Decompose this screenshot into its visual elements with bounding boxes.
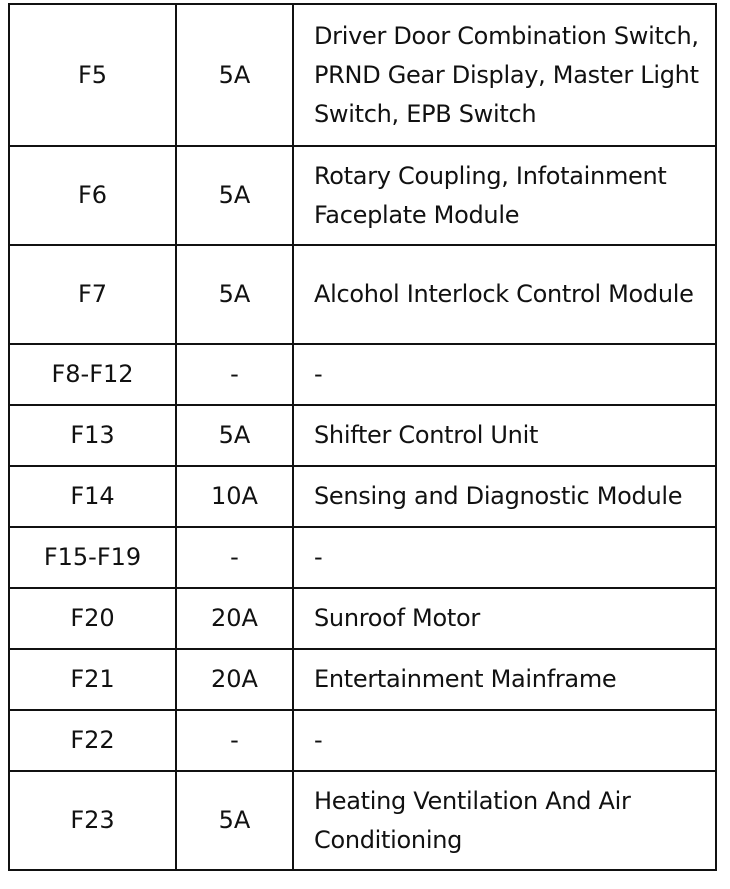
table-row bbox=[9, 4, 716, 146]
table-row bbox=[9, 344, 716, 405]
fuse-description: Driver Door Combination Switch, PRND Gear Display, Master Light Switch, EPB Switch bbox=[293, 4, 716, 146]
fuse-id: F13 bbox=[9, 405, 176, 466]
fuse-amperage: 20A bbox=[176, 649, 293, 710]
fuse-description: Sensing and Diagnostic Module bbox=[293, 466, 716, 527]
fuse-id: F14 bbox=[9, 466, 176, 527]
fuse-amperage: 5A bbox=[176, 405, 293, 466]
fuse-id: F23 bbox=[9, 771, 176, 870]
table-row bbox=[9, 588, 716, 649]
fuse-id: F22 bbox=[9, 710, 176, 771]
fuse-amperage: - bbox=[176, 344, 293, 405]
table-row bbox=[9, 146, 716, 245]
fuse-id: F6 bbox=[9, 146, 176, 245]
fuse-description: Heating Ventilation And Air Conditioning bbox=[293, 771, 716, 870]
fuse-amperage: 5A bbox=[176, 4, 293, 146]
fuse-id: F5 bbox=[9, 4, 176, 146]
fuse-description: Entertainment Mainframe bbox=[293, 649, 716, 710]
fuse-amperage: 5A bbox=[176, 771, 293, 870]
table-row bbox=[9, 245, 716, 344]
fuse-amperage: - bbox=[176, 710, 293, 771]
fuse-description: - bbox=[293, 527, 716, 588]
fuse-amperage: 10A bbox=[176, 466, 293, 527]
fuse-description: Sunroof Motor bbox=[293, 588, 716, 649]
fuse-description: Alcohol Interlock Control Module bbox=[293, 245, 716, 344]
table-row bbox=[9, 771, 716, 870]
fuse-description: - bbox=[293, 710, 716, 771]
table-row bbox=[9, 466, 716, 527]
table-row bbox=[9, 710, 716, 771]
fuse-id: F21 bbox=[9, 649, 176, 710]
fuse-id: F20 bbox=[9, 588, 176, 649]
fuse-id: F15-F19 bbox=[9, 527, 176, 588]
fuse-description: Rotary Coupling, Infotainment Faceplate Module bbox=[293, 146, 716, 245]
fuse-amperage: - bbox=[176, 527, 293, 588]
fuse-description: - bbox=[293, 344, 716, 405]
fuse-amperage: 20A bbox=[176, 588, 293, 649]
fuse-description: Shifter Control Unit bbox=[293, 405, 716, 466]
fuse-amperage: 5A bbox=[176, 245, 293, 344]
fuse-amperage: 5A bbox=[176, 146, 293, 245]
table-row bbox=[9, 527, 716, 588]
table-row bbox=[9, 649, 716, 710]
fuse-table bbox=[8, 3, 717, 871]
fuse-id: F7 bbox=[9, 245, 176, 344]
table-row bbox=[9, 405, 716, 466]
fuse-id: F8-F12 bbox=[9, 344, 176, 405]
